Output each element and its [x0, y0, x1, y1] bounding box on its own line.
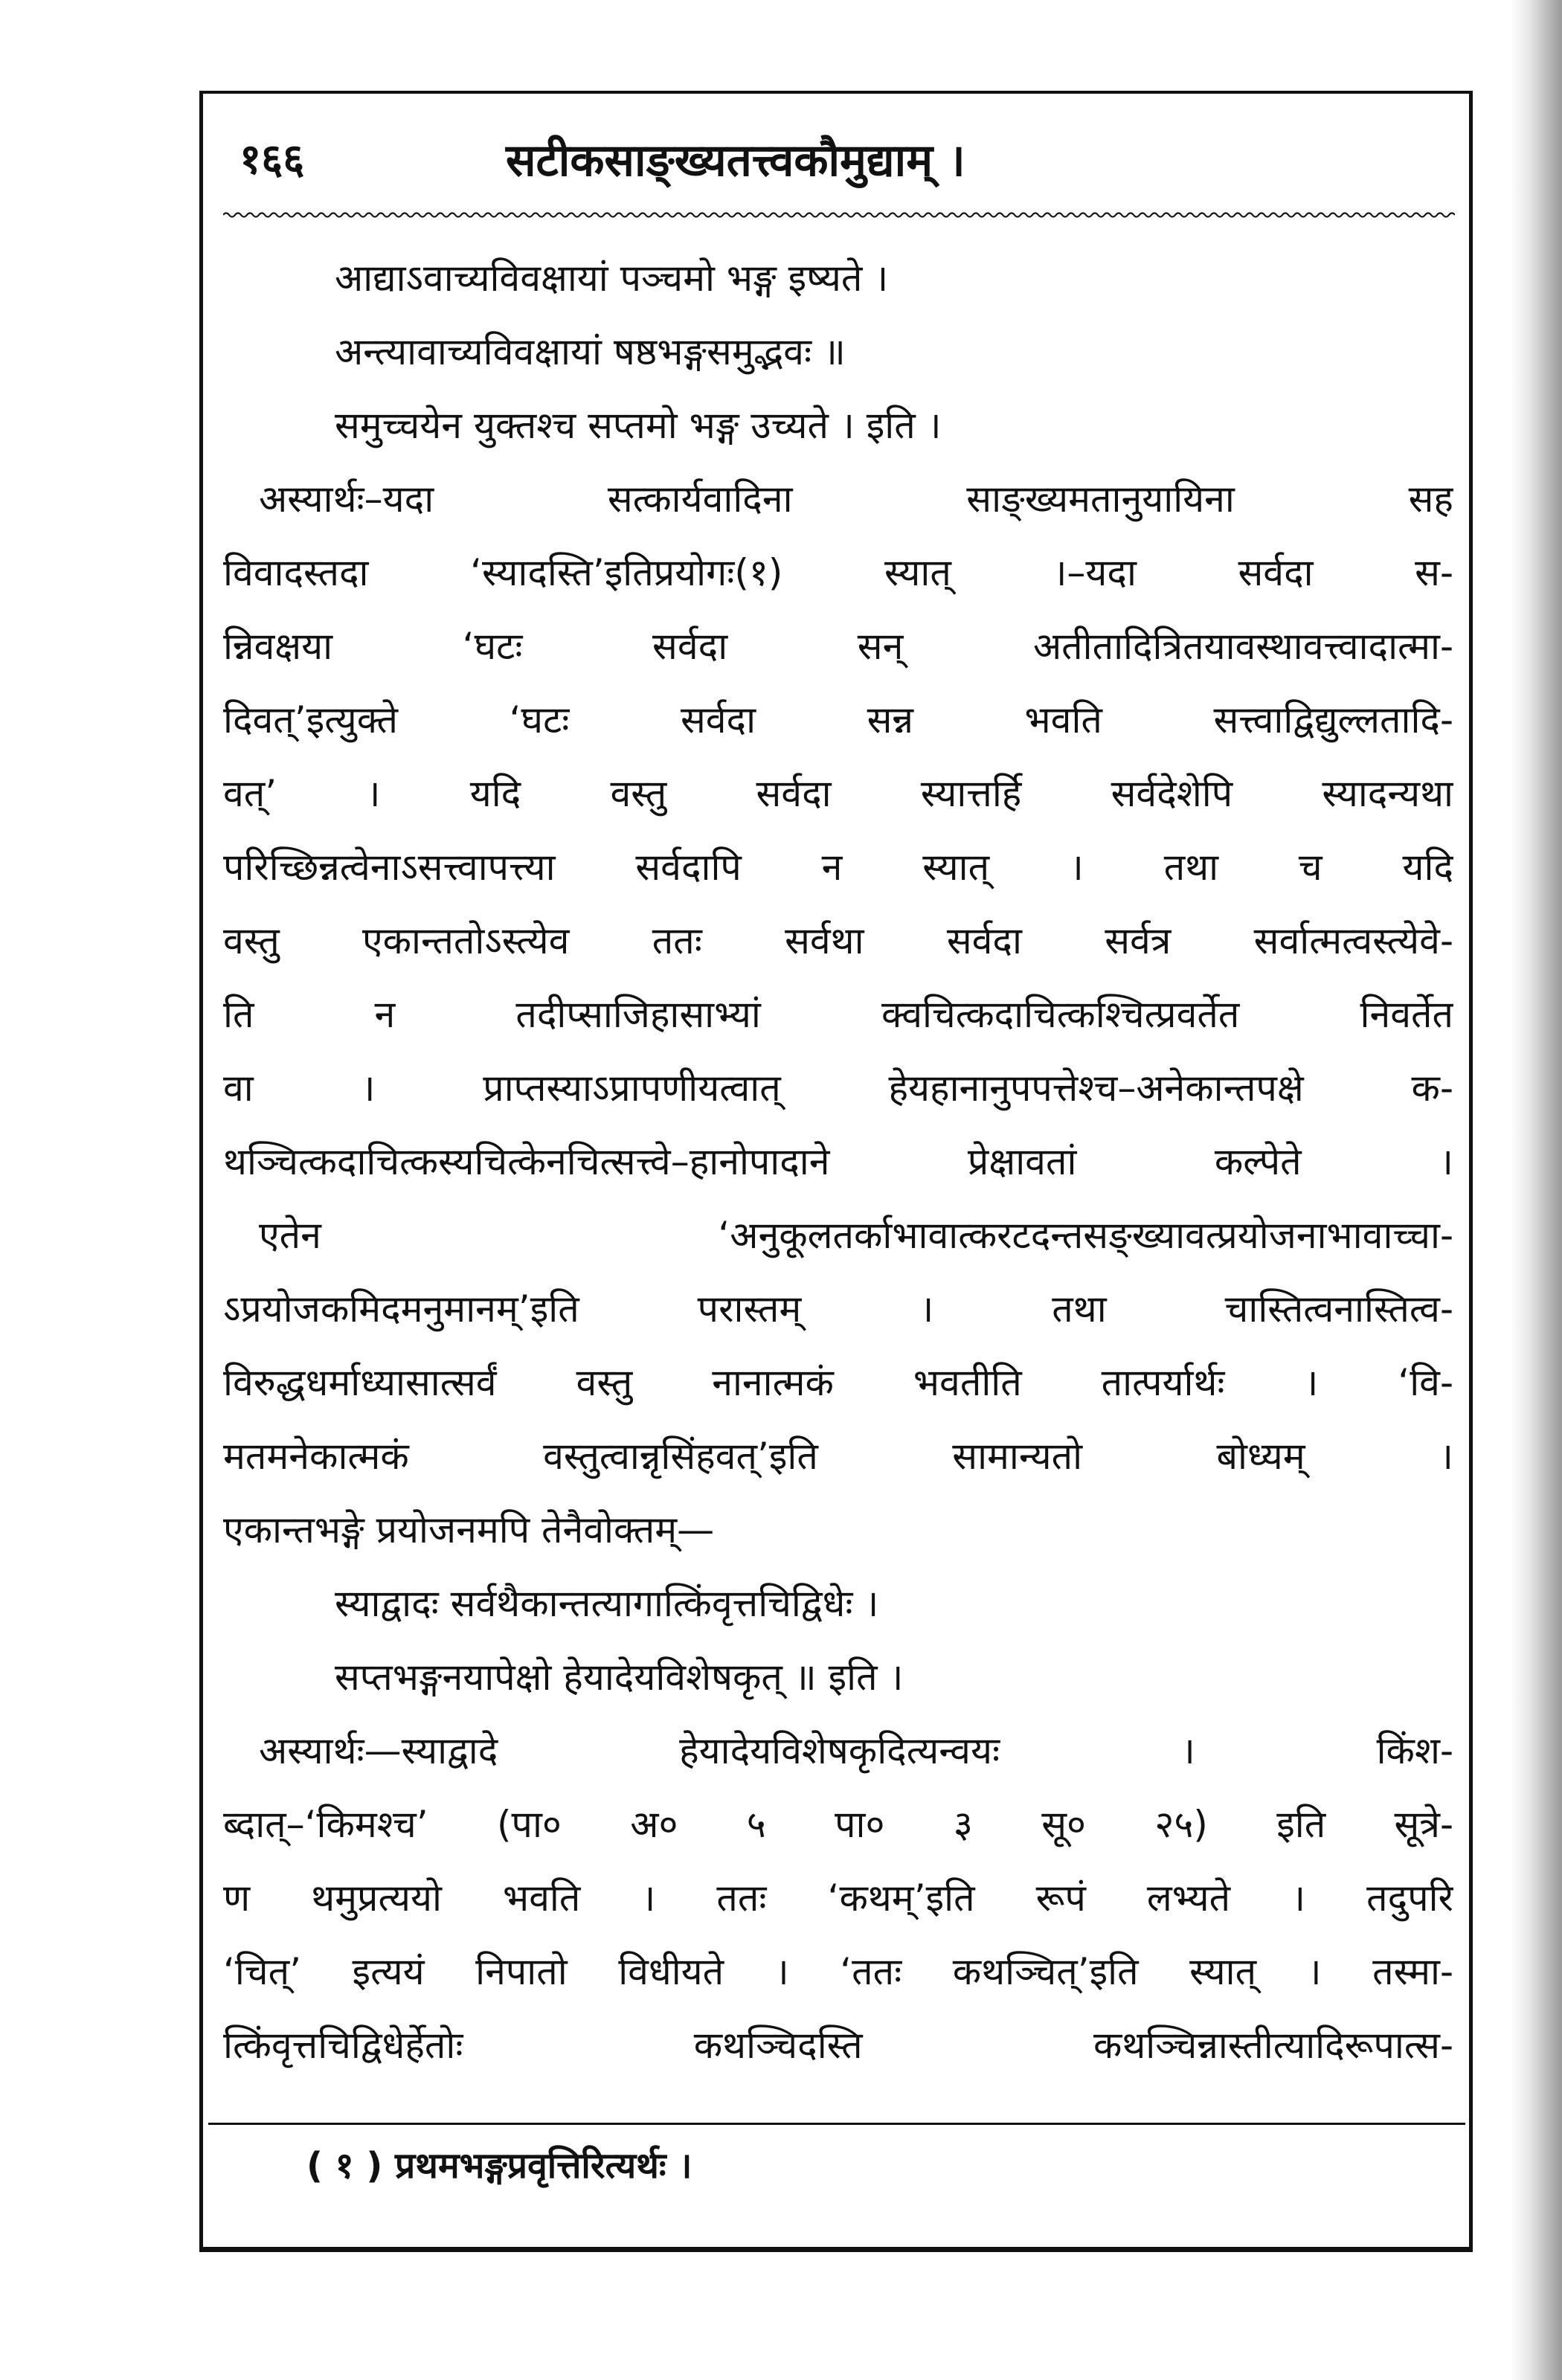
text-line: वत्’ । यदि वस्तु सर्वदा स्यात्तर्हि सर्वदेशेपि स्यादन्यथा: [223, 772, 1453, 815]
text-line: न्निवक्षया ‘घटः सर्वदा सन् अतीतादित्रितयावस्थावत्त्वादात्मा-: [223, 625, 1453, 668]
text-line: मतमनेकात्मकं वस्तुत्वान्नृसिंहवत्’इति सामान्यतो बोध्यम् ।: [223, 1435, 1453, 1478]
text-line: ति न तदीप्साजिहासाभ्यां क्वचित्कदाचित्कश्चित्प्रवर्तेत निवर्तेत: [223, 993, 1453, 1036]
text-line: ऽप्रयोजकमिदमनुमानम्’इति परास्तम् । तथा चास्तित्वनास्तित्व-: [223, 1287, 1453, 1331]
text-line: दिवत्’इत्युक्ते ‘घटः सर्वदा सन्न भवति सत्त्वाद्विद्युल्लतादि-: [223, 698, 1453, 742]
text-line: ब्दात्–‘किमश्च’ (पा० अ० ५ पा० ३ सू० २५) इति सूत्रे-: [223, 1803, 1453, 1846]
verse-line: समुच्चयेन युक्तश्च सप्तमो भङ्ग उच्यते । इति ।: [335, 404, 942, 447]
verse-line: आद्याऽवाच्यविवक्षायां पञ्चमो भङ्ग इष्यते ।: [335, 257, 889, 300]
page-number: १६६: [240, 135, 305, 184]
text-line: वा । प्राप्तस्याऽप्रापणीयत्वात् हेयहानानुपपत्तेश्च–अनेकान्तपक्षे क-: [223, 1067, 1453, 1110]
text-line: ण थमुप्रत्ययो भवति । ततः ‘कथम्’इति रूपं लभ्यते । तदुपरि: [223, 1876, 1453, 1920]
text-line: ‘चित्’ इत्ययं निपातो विधीयते । ‘ततः कथञ्चित्’इति स्यात् । तस्मा-: [223, 1950, 1453, 1993]
text-line: अस्यार्थः–यदा सत्कार्यवादिना साङ्ख्यमतानुयायिना सह: [259, 477, 1453, 521]
page-header: [223, 125, 1458, 192]
header-wavy-rule: [223, 210, 1455, 220]
text-line: विवादस्तदा ‘स्यादस्ति’इतिप्रयोगः(१) स्यात् ।–यदा सर्वदा स-: [223, 551, 1453, 594]
book-spine-shadow: [1510, 0, 1562, 2380]
text-line: एकान्तभङ्गे प्रयोजनमपि तेनैवोक्तम्—: [223, 1508, 715, 1551]
text-line: वस्तु एकान्ततोऽस्त्येव ततः सर्वथा सर्वदा सर्वत्र सर्वात्मत्वस्त्येवे-: [223, 919, 1453, 962]
verse-line: सप्तभङ्गनयापेक्षो हेयादेयविशेषकृत् ॥ इति ।: [335, 1656, 904, 1699]
footnote: ( १ ) प्रथमभङ्गप्रवृत्तिरित्यर्थः ।: [306, 2145, 692, 2187]
text-line: थञ्चित्कदाचित्कस्यचित्केनचित्सत्त्वे–हानोपादाने प्रेक्षावतां कल्पेते ।: [223, 1140, 1453, 1183]
text-line: त्किंवृत्तचिद्विधेर्हेतोः कथञ्चिदस्ति कथञ्चिन्नास्तीत्यादिरूपात्स-: [223, 2024, 1453, 2067]
footnote-separator-rule: [208, 2123, 1465, 2125]
text-line: विरुद्धधर्माध्यासात्सर्वं वस्तु नानात्मकं भवतीति तात्पर्यार्थः । ‘वि-: [223, 1361, 1453, 1404]
text-line: एतेन ‘अनुकूलतर्काभावात्करटदन्तसङ्ख्यावत्प्रयोजनाभावाच्चा-: [259, 1214, 1453, 1257]
body-text: [223, 242, 1453, 2082]
verse-line: अन्त्यावाच्यविवक्षायां षष्ठभङ्गसमुद्भवः ॥: [335, 330, 846, 373]
text-line: परिच्छिन्नत्वेनाऽसत्त्वापत्त्या सर्वदापि न स्यात् । तथा च यदि: [223, 846, 1453, 889]
verse-line: स्याद्वादः सर्वथैकान्तत्यागात्किंवृत्तचिद्विधेः ।: [335, 1582, 879, 1625]
text-line: अस्यार्थः—स्याद्वादे हेयादेयविशेषकृदित्यन्वयः । किंश-: [259, 1729, 1453, 1772]
running-title: सटीकसाङ्ख्यतत्त्वकौमुद्याम् ।: [506, 135, 965, 187]
